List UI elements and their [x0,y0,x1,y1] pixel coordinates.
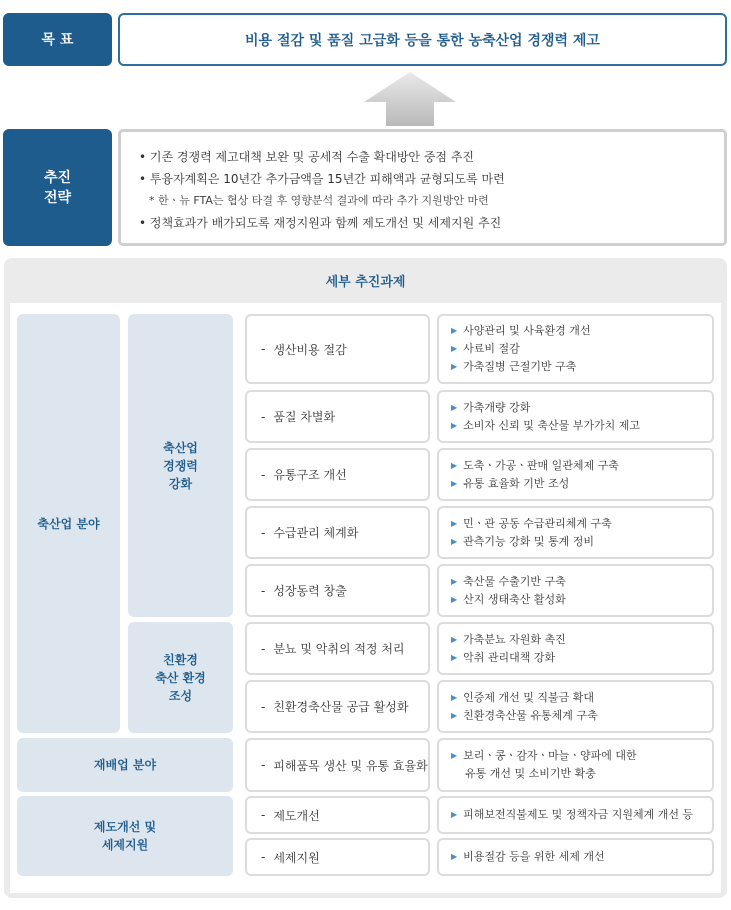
detail-item: 유통 효율화 기반 조성 [463,476,570,490]
strategy-label-line1: 추진 [43,169,72,186]
detail-item-continuation: 유통 개선 및 소비기반 확충 [465,767,596,780]
task-box [245,622,430,675]
task-label: 생산비용 절감 [273,342,347,357]
category-competitiveness [128,314,233,617]
strategy-item: • 정책효과가 배가되도록 재정지원과 함께 제도개선 및 세제지원 추진 [139,216,502,230]
category-system-line: 세제지원 [101,838,149,852]
task-label: 수급관리 체계화 [273,526,359,540]
triangle-right-icon: ▶ [451,634,458,644]
task-label: 세제지원 [273,850,320,865]
task-dash: - [261,758,266,772]
detail-box [437,680,714,733]
task-box [245,390,430,443]
triangle-right-icon: ▶ [451,536,458,546]
goal-box [118,13,727,66]
detail-box [437,796,714,834]
task-label: 친환경축산물 공급 활성화 [273,700,409,714]
triangle-right-icon: ▶ [451,362,458,371]
category-eco [128,622,233,733]
task-dash: - [261,850,266,864]
strategy-label-line2: 전략 [43,189,72,206]
category-eco-line: 친환경 [163,652,198,667]
category-eco-line: 축산 환경 [155,670,206,685]
category-eco-line: 조성 [168,688,193,703]
detail-item: 가축질병 근절기반 구축 [463,360,577,373]
task-box [245,506,430,559]
strategy-label [3,129,112,246]
goal-text: 비용 절감 및 품질 고급화 등을 통한 농축산업 경쟁력 제고 [245,32,600,49]
category-competitiveness-line: 강화 [168,476,193,491]
task-label: 유통구조 개선 [273,468,347,482]
strategy-item: • 기존 경쟁력 제고대책 보완 및 공세적 수출 확대방안 중점 추진 [139,150,475,164]
task-dash: - [261,342,266,356]
triangle-right-icon: ▶ [451,852,458,861]
detail-box [437,838,714,876]
triangle-right-icon: ▶ [451,710,458,720]
category-cultivation-text: 재배업 분야 [93,758,157,772]
triangle-right-icon: ▶ [451,692,458,702]
detail-item: 민ㆍ관 공동 수급관리체계 구축 [463,516,612,530]
detail-item: 가축개량 강화 [463,400,531,414]
detail-item: 사료비 절감 [463,342,520,355]
strategy-box [118,129,727,246]
detail-item: 축산물 수출기반 구축 [463,574,566,588]
detail-item: 가축분뇨 자원화 촉진 [463,632,566,646]
task-label: 분뇨 및 악취의 적정 처리 [273,642,405,656]
detail-item: 친환경축산물 유통체계 구축 [463,708,598,722]
task-label: 제도개선 [273,808,320,823]
triangle-right-icon: ▶ [451,652,458,662]
triangle-right-icon: ▶ [451,460,458,470]
triangle-right-icon: ▶ [451,420,458,430]
task-dash: - [261,525,266,540]
task-label: 성장동력 창출 [273,584,347,598]
detail-item: 소비자 신뢰 및 축산물 부가가치 제고 [463,418,641,432]
detail-box [437,564,714,617]
task-box [245,796,430,834]
triangle-right-icon: ▶ [451,810,458,819]
category-livestock [17,314,120,733]
detail-item: 악취 관리대책 강화 [463,650,556,664]
detail-box [437,314,714,384]
detail-item: 도축ㆍ가공ㆍ판매 일관체제 구축 [463,458,619,472]
triangle-right-icon: ▶ [451,478,458,488]
detail-box [437,622,714,675]
task-dash: - [261,409,266,424]
task-dash: - [261,467,266,482]
details-title: 세부 추진과제 [325,274,406,290]
task-box [245,564,430,617]
detail-item: 피해보전직불제도 및 정책자금 지원체계 개선 등 [463,808,694,821]
category-system-line: 제도개선 및 [93,820,157,834]
category-competitiveness-line: 경쟁력 [163,458,198,473]
task-box [245,738,430,792]
goal-label [3,13,112,66]
detail-box [437,506,714,559]
task-box [245,314,430,384]
task-dash: - [261,699,266,714]
detail-item: 관측기능 강화 및 통계 정비 [463,534,595,548]
task-dash: - [261,808,266,822]
detail-box [437,390,714,443]
triangle-right-icon: ▶ [451,326,458,335]
detail-item: 사양관리 및 사육환경 개선 [463,324,591,337]
goal-label-text: 목 표 [41,31,74,48]
category-livestock-text: 축산업 분야 [37,516,100,531]
detail-box [437,738,714,792]
triangle-right-icon: ▶ [451,344,458,353]
triangle-right-icon: ▶ [451,751,458,760]
detail-item: 비용절감 등을 위한 세제 개선 [463,850,605,863]
task-dash: - [261,641,266,656]
triangle-right-icon: ▶ [451,576,458,586]
task-box [245,680,430,733]
task-dash: - [261,583,266,598]
task-box [245,838,430,876]
category-competitiveness-line: 축산업 [163,440,198,455]
task-box [245,448,430,501]
task-label: 품질 차별화 [273,410,336,424]
category-system [17,796,233,876]
triangle-right-icon: ▶ [451,402,458,412]
category-cultivation [17,738,233,792]
detail-item: 보리ㆍ콩ㆍ감자ㆍ마늘ㆍ양파에 대한 [463,749,637,762]
detail-item: 산지 생태축산 활성화 [463,592,566,606]
strategy-item: • 투융자계획은 10년간 추가금액을 15년간 피해액과 균형되도록 마련 [139,172,505,186]
task-label: 피해품목 생산 및 유통 효율화 [273,758,428,773]
up-arrow-icon [360,70,460,126]
triangle-right-icon: ▶ [451,594,458,604]
detail-box [437,448,714,501]
triangle-right-icon: ▶ [451,518,458,528]
detail-item: 인증제 개선 및 직불금 확대 [463,690,595,704]
strategy-note: * 한ㆍ뉴 FTA는 협상 타결 후 영향분석 결과에 따라 추가 지원방안 마련 [149,194,489,207]
